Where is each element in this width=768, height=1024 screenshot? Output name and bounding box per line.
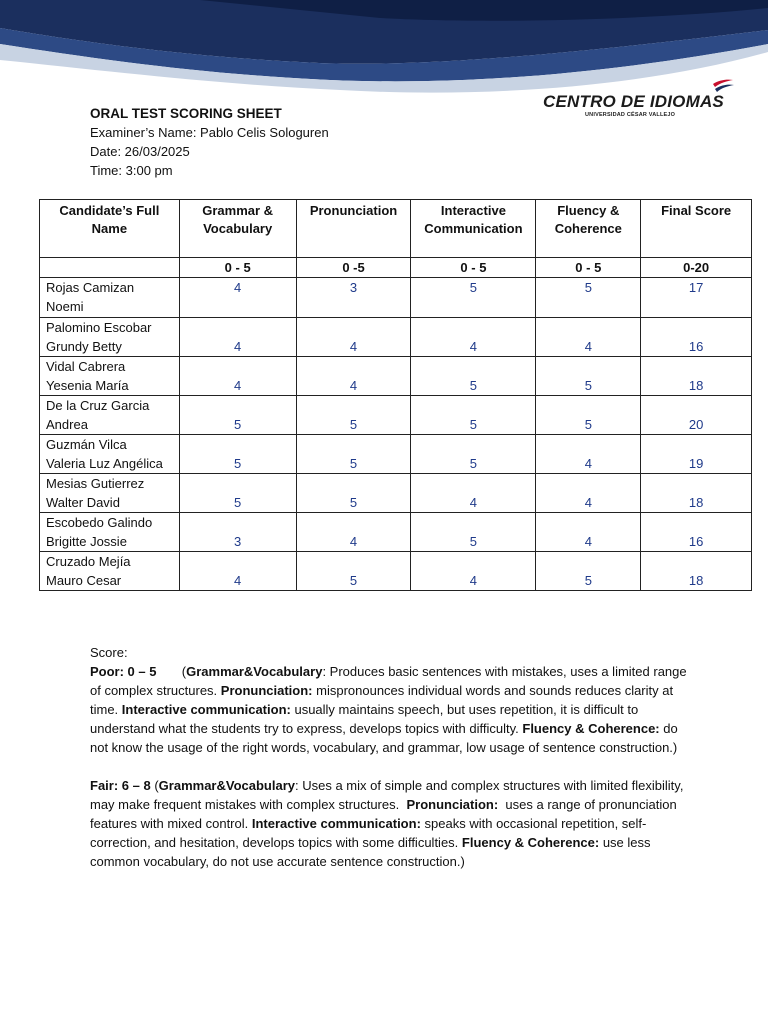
range-row bbox=[40, 258, 752, 278]
score-interactive-communication: 5 bbox=[411, 396, 536, 435]
range-cell: 0 - 5 bbox=[179, 258, 296, 278]
score-pronunciation: 5 bbox=[296, 474, 411, 513]
range-cell: 0 - 5 bbox=[536, 258, 641, 278]
poor-label: Poor: 0 – 5 bbox=[90, 664, 157, 679]
score-fluency-coherence: 4 bbox=[536, 435, 641, 474]
score-pronunciation: 5 bbox=[296, 396, 411, 435]
score-final: 16 bbox=[641, 513, 752, 552]
scoring-table bbox=[39, 199, 752, 591]
score-pronunciation: 4 bbox=[296, 357, 411, 396]
table-row bbox=[40, 318, 752, 357]
logo-text: CENTRO DE IDIOMAS bbox=[543, 92, 724, 111]
poor-gv-text: : Produces basic sentences with mistakes, uses a limited range of complex structures. bbox=[90, 664, 687, 698]
candidate-name: Guzmán Vilca Valeria Luz Angélica bbox=[40, 435, 180, 474]
score-interactive-communication: 5 bbox=[411, 513, 536, 552]
score-fluency-coherence: 4 bbox=[536, 474, 641, 513]
score-final: 20 bbox=[641, 396, 752, 435]
candidate-name: Rojas Camizan Noemi bbox=[40, 278, 180, 318]
score-pronunciation: 4 bbox=[296, 513, 411, 552]
fair-fc-text: use less common vocabulary, do not use accurate sentence construction.) bbox=[90, 835, 651, 869]
range-cell: 0 -5 bbox=[296, 258, 411, 278]
poor-pr-label: Pronunciation: bbox=[220, 683, 313, 698]
score-pronunciation: 4 bbox=[296, 318, 411, 357]
score-rows bbox=[40, 278, 752, 591]
score-interactive-communication: 5 bbox=[411, 357, 536, 396]
score-label: Score: bbox=[90, 645, 128, 660]
poor-fc-text: do not know the usage of the right words, vocabulary, and grammar, low usage of sentence construction.) bbox=[90, 721, 678, 755]
table-row bbox=[40, 474, 752, 513]
paren: ( bbox=[154, 778, 159, 793]
fair-pr-label: Pronunciation: bbox=[406, 797, 499, 812]
score-final: 18 bbox=[641, 474, 752, 513]
score-pronunciation: 3 bbox=[296, 278, 411, 318]
header-fluency-coherence: Fluency & Coherence bbox=[536, 200, 641, 258]
score-final: 17 bbox=[641, 278, 752, 318]
score-grammar-vocabulary: 4 bbox=[179, 278, 296, 318]
fair-ic-text: speaks with occasional repetition, self-correction, and hesitation, develops topics with some difficulties. bbox=[90, 816, 647, 850]
fair-ic-label: Interactive communication: bbox=[251, 816, 421, 831]
score-fluency-coherence: 5 bbox=[536, 278, 641, 318]
fair-gv-label: Grammar&Vocabulary bbox=[158, 778, 295, 793]
score-grammar-vocabulary: 5 bbox=[179, 396, 296, 435]
exam-time: Time: 3:00 pm bbox=[90, 163, 173, 178]
score-fluency-coherence: 4 bbox=[536, 513, 641, 552]
fair-gv-text: : Uses a mix of simple and complex structures with limited flexibility, may make frequent mistakes with complex structures. bbox=[90, 778, 684, 812]
table-row bbox=[40, 552, 752, 591]
score-interactive-communication: 5 bbox=[411, 278, 536, 318]
score-interactive-communication: 4 bbox=[411, 552, 536, 591]
poor-ic-text: usually maintains speech, but uses repetition, it is difficult to understand what the students try to express, develops topics with difficulty. bbox=[90, 702, 639, 736]
candidate-name: Cruzado Mejía Mauro Cesar bbox=[40, 552, 180, 591]
logo-swoosh-icon bbox=[711, 78, 735, 96]
exam-date: Date: 26/03/2025 bbox=[90, 144, 190, 159]
poor-fc-label: Fluency & Coherence: bbox=[522, 721, 660, 736]
score-grammar-vocabulary: 4 bbox=[179, 552, 296, 591]
range-cell: 0-20 bbox=[641, 258, 752, 278]
score-final: 16 bbox=[641, 318, 752, 357]
poor-description bbox=[90, 662, 690, 757]
candidate-name: Vidal Cabrera Yesenia María bbox=[40, 357, 180, 396]
score-interactive-communication: 4 bbox=[411, 318, 536, 357]
score-grammar-vocabulary: 4 bbox=[179, 318, 296, 357]
fair-pr-text: uses a range of pronunciation features with mixed control. bbox=[90, 797, 677, 831]
poor-ic-label: Interactive communication: bbox=[121, 702, 291, 717]
sheet-title: ORAL TEST SCORING SHEET bbox=[90, 106, 282, 121]
score-final: 18 bbox=[641, 357, 752, 396]
candidate-name: De la Cruz Garcia Andrea bbox=[40, 396, 180, 435]
score-pronunciation: 5 bbox=[296, 552, 411, 591]
score-grammar-vocabulary: 3 bbox=[179, 513, 296, 552]
score-pronunciation: 5 bbox=[296, 435, 411, 474]
table-row bbox=[40, 513, 752, 552]
candidate-name: Escobedo Galindo Brigitte Jossie bbox=[40, 513, 180, 552]
header-candidate: Candidate’s Full Name bbox=[40, 200, 180, 258]
score-fluency-coherence: 5 bbox=[536, 552, 641, 591]
header-final-score: Final Score bbox=[641, 200, 752, 258]
score-interactive-communication: 4 bbox=[411, 474, 536, 513]
range-cell: 0 - 5 bbox=[411, 258, 536, 278]
table-row bbox=[40, 278, 752, 318]
fair-description bbox=[90, 776, 690, 871]
header-pronunciation: Pronunciation bbox=[296, 200, 411, 258]
candidate-name: Palomino Escobar Grundy Betty bbox=[40, 318, 180, 357]
range-cell bbox=[40, 258, 180, 278]
score-grammar-vocabulary: 5 bbox=[179, 474, 296, 513]
poor-pr-text: mispronounces individual words and sounds reduces clarity at time. bbox=[90, 683, 674, 717]
table-row bbox=[40, 435, 752, 474]
header-grammar-vocabulary: Grammar & Vocabulary bbox=[179, 200, 296, 258]
score-fluency-coherence: 5 bbox=[536, 357, 641, 396]
sheet-header bbox=[90, 104, 329, 180]
table-row bbox=[40, 396, 752, 435]
score-grammar-vocabulary: 5 bbox=[179, 435, 296, 474]
fair-label: Fair: 6 – 8 bbox=[90, 778, 151, 793]
candidate-name: Mesias Gutierrez Walter David bbox=[40, 474, 180, 513]
score-interactive-communication: 5 bbox=[411, 435, 536, 474]
header-interactive-communication: Interactive Communication bbox=[411, 200, 536, 258]
poor-gv-label: Grammar&Vocabulary bbox=[186, 664, 323, 679]
score-final: 19 bbox=[641, 435, 752, 474]
table-row bbox=[40, 357, 752, 396]
score-grammar-vocabulary: 4 bbox=[179, 357, 296, 396]
logo-subtext: UNIVERSIDAD CÉSAR VALLEJO bbox=[585, 112, 676, 118]
examiner-name: Examiner’s Name: Pablo Celis Sologuren bbox=[90, 125, 329, 140]
score-fluency-coherence: 4 bbox=[536, 318, 641, 357]
score-fluency-coherence: 5 bbox=[536, 396, 641, 435]
fair-fc-label: Fluency & Coherence: bbox=[461, 835, 600, 850]
centro-de-idiomas-logo bbox=[543, 82, 743, 122]
score-legend bbox=[90, 643, 690, 871]
score-final: 18 bbox=[641, 552, 752, 591]
paren: ( bbox=[181, 664, 187, 679]
